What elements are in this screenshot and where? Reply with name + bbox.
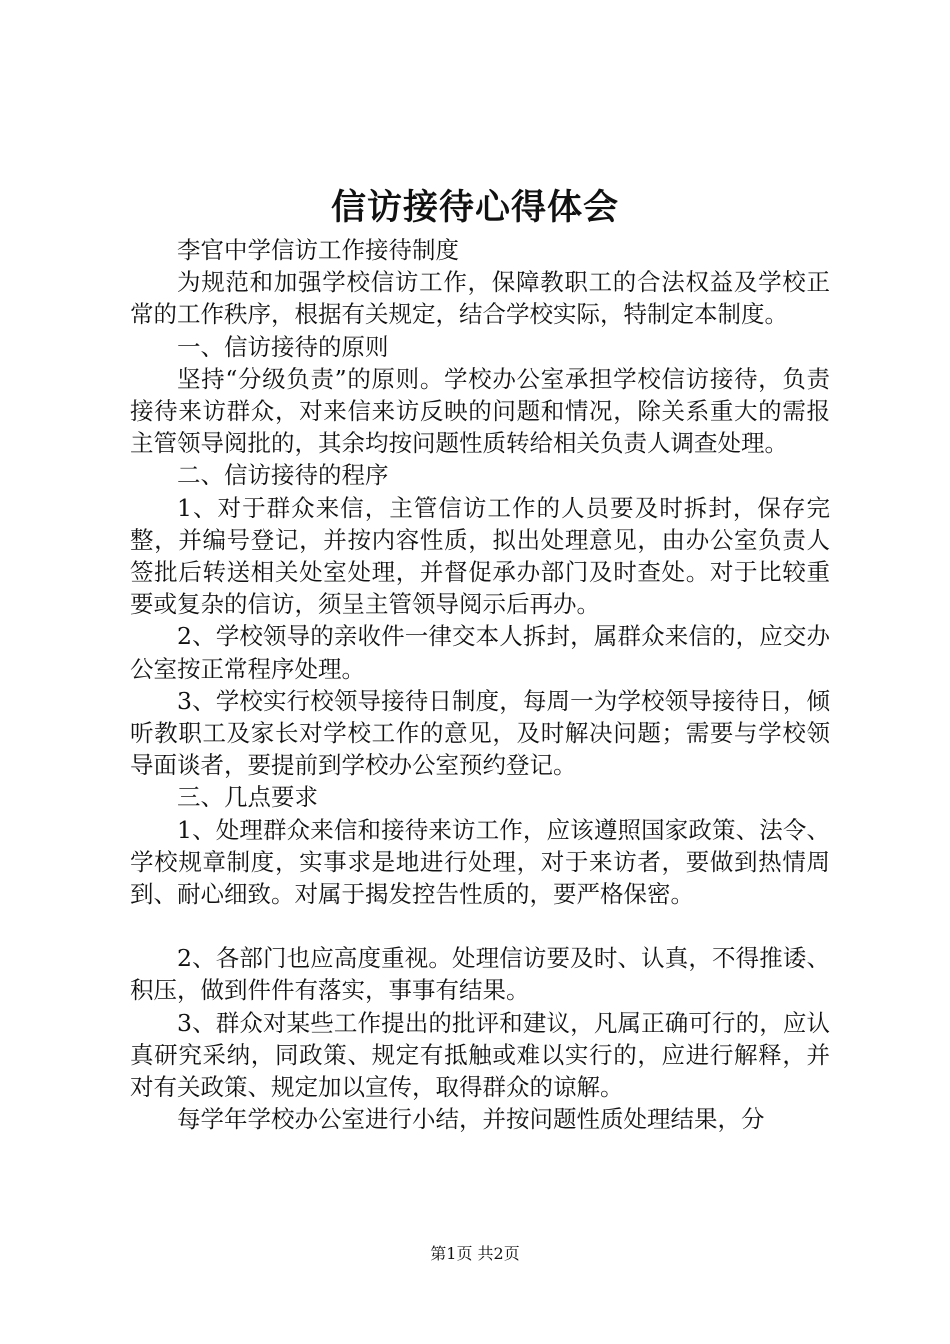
paragraph-intro: 为规范和加强学校信访工作，保障教职工的合法权益及学校正常的工作秩序，根据有关规定，结合学校实际，特制定本制度。: [130, 268, 830, 329]
paragraph-summary: 每学年学校办公室进行小结，并按问题性质处理结果，分: [177, 1105, 765, 1134]
section-heading-procedure: 二、信访接待的程序: [177, 461, 389, 490]
section-heading-principle: 一、信访接待的原则: [177, 332, 389, 361]
paragraph-requirement-1: 1、处理群众来信和接待来访工作，应该遵照国家政策、法令、学校规章制度，实事求是地进行处理，对于来访者，要做到热情周到、耐心细致。对属于揭发控告性质的，要严格保密。: [130, 815, 830, 909]
paragraph-procedure-3: 3、学校实行校领导接待日制度，每周一为学校领导接待日，倾听教职工及家长对学校工作的意见，及时解决问题；需要与学校领导面谈者，要提前到学校办公室预约登记。: [130, 686, 830, 780]
paragraph-subtitle: 李官中学信访工作接待制度: [177, 236, 459, 264]
paragraph-requirement-2: 2、各部门也应高度重视。处理信访要及时、认真，不得推诿、积压，做到件件有落实，事事有结果。: [130, 944, 830, 1005]
section-heading-requirements: 三、几点要求: [177, 783, 318, 812]
page-footer: 第1页 共2页: [430, 1244, 520, 1263]
paragraph-procedure-1: 1、对于群众来信，主管信访工作的人员要及时拆封，保存完整，并编号登记，并按内容性质，拟出处理意见，由办公室负责人签批后转送相关处室处理，并督促承办部门及时查处。对于比较重要或复杂的信访，须呈主管领导阅示后再办。: [130, 493, 830, 619]
paragraph-requirement-3: 3、群众对某些工作提出的批评和建议，凡属正确可行的，应认真研究采纳，同政策、规定有抵触或难以实行的，应进行解释，并对有关政策、规定加以宣传，取得群众的谅解。: [130, 1008, 830, 1102]
document-title: 信访接待心得体会: [330, 188, 619, 228]
paragraph-principle: 坚持“分级负责”的原则。学校办公室承担学校信访接待，负责接待来访群众，对来信来访反映的问题和情况，除关系重大的需报主管领导阅批的，其余均按问题性质转给相关负责人调查处理。: [130, 364, 830, 458]
document-body: [130, 234, 830, 1135]
paragraph-procedure-2: 2、学校领导的亲收件一律交本人拆封，属群众来信的，应交办公室按正常程序处理。: [130, 622, 830, 683]
